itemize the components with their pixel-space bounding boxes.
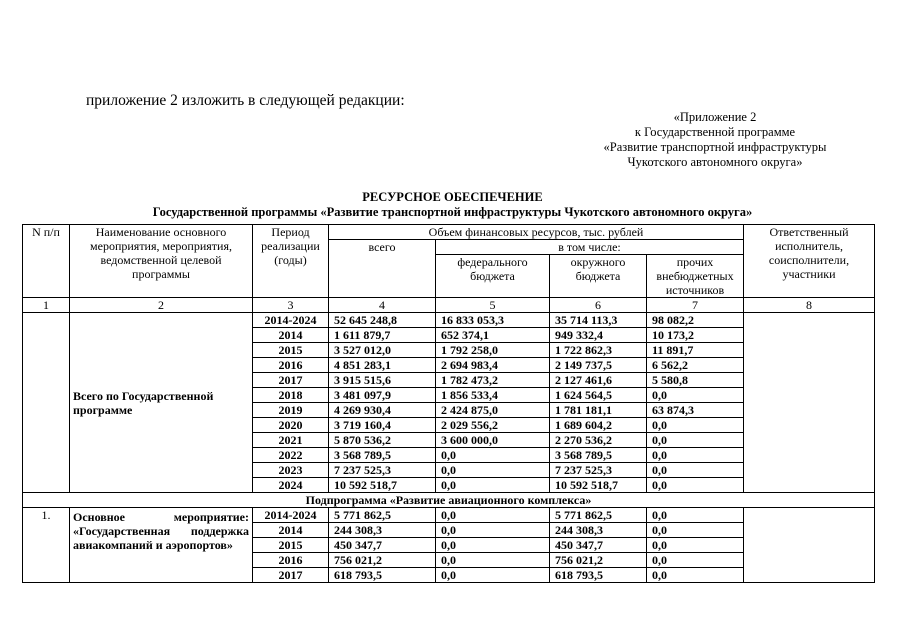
federal-cell: 0,0 [436, 448, 550, 463]
federal-cell: 3 600 000,0 [436, 433, 550, 448]
period-cell: 2019 [253, 403, 329, 418]
total-cell: 3 719 160,4 [329, 418, 436, 433]
total-cell: 3 568 789,5 [329, 448, 436, 463]
district-cell: 949 332,4 [550, 328, 647, 343]
district-cell: 2 270 536,2 [550, 433, 647, 448]
col-number: 7 [647, 298, 744, 313]
district-cell: 450 347,7 [550, 538, 647, 553]
total-cell: 4 269 930,4 [329, 403, 436, 418]
table-row [23, 508, 875, 523]
total-cell: 618 793,5 [329, 568, 436, 583]
period-cell: 2014 [253, 523, 329, 538]
col-number: 2 [70, 298, 253, 313]
federal-cell: 1 856 533,4 [436, 388, 550, 403]
header-district: окружного бюджета [550, 255, 647, 298]
period-cell: 2022 [253, 448, 329, 463]
federal-cell: 16 833 053,3 [436, 313, 550, 328]
period-cell: 2016 [253, 358, 329, 373]
total-cell: 52 645 248,8 [329, 313, 436, 328]
header-including: в том числе: [436, 240, 744, 255]
header-responsible: Ответственный исполнитель, соисполнители, участники [744, 225, 875, 298]
measure-label: Основное мероприятие: «Государственная поддержка авиакомпаний и аэропортов» [70, 508, 253, 583]
other-cell: 0,0 [647, 538, 744, 553]
total-cell: 756 021,2 [329, 553, 436, 568]
other-cell: 0,0 [647, 523, 744, 538]
period-cell: 2014-2024 [253, 313, 329, 328]
district-cell: 1 624 564,5 [550, 388, 647, 403]
district-cell: 1 722 862,3 [550, 343, 647, 358]
district-cell: 35 714 113,3 [550, 313, 647, 328]
appendix-line: к Государственной программе [634, 125, 796, 139]
district-cell: 10 592 518,7 [550, 478, 647, 493]
header-federal: федерального бюджета [436, 255, 550, 298]
period-cell: 2020 [253, 418, 329, 433]
total-cell: 10 592 518,7 [329, 478, 436, 493]
total-cell: 450 347,7 [329, 538, 436, 553]
other-cell: 63 874,3 [647, 403, 744, 418]
other-cell: 0,0 [647, 478, 744, 493]
federal-cell: 2 029 556,2 [436, 418, 550, 433]
federal-cell: 0,0 [436, 568, 550, 583]
total-cell: 5 771 862,5 [329, 508, 436, 523]
row-number-cell: 1. [23, 508, 70, 583]
period-cell: 2024 [253, 478, 329, 493]
header-name: Наименование основного мероприятия, мероприятия, ведомственной целевой программы [70, 225, 253, 298]
total-cell: 1 611 879,7 [329, 328, 436, 343]
header-n: N п/п [23, 225, 70, 298]
federal-cell: 0,0 [436, 463, 550, 478]
intro-text: приложение 2 изложить в следующей редакции: [86, 92, 405, 109]
other-cell: 98 082,2 [647, 313, 744, 328]
other-cell: 10 173,2 [647, 328, 744, 343]
district-cell: 618 793,5 [550, 568, 647, 583]
district-cell: 1 689 604,2 [550, 418, 647, 433]
col-number: 3 [253, 298, 329, 313]
other-cell: 0,0 [647, 448, 744, 463]
appendix-line: Чукотского автономного округа» [627, 155, 803, 169]
period-cell: 2018 [253, 388, 329, 403]
total-cell: 3 915 515,6 [329, 373, 436, 388]
appendix-line: «Развитие транспортной инфраструктуры [603, 140, 827, 154]
col-number: 5 [436, 298, 550, 313]
other-cell: 0,0 [647, 388, 744, 403]
period-cell: 2016 [253, 553, 329, 568]
col-number: 4 [329, 298, 436, 313]
document-title: РЕСУРСНОЕ ОБЕСПЕЧЕНИЕ [362, 190, 543, 204]
total-cell: 3 481 097,9 [329, 388, 436, 403]
other-cell: 6 562,2 [647, 358, 744, 373]
total-cell: 3 527 012,0 [329, 343, 436, 358]
other-cell: 0,0 [647, 508, 744, 523]
federal-cell: 0,0 [436, 523, 550, 538]
total-cell: 5 870 536,2 [329, 433, 436, 448]
federal-cell: 2 694 983,4 [436, 358, 550, 373]
other-cell: 0,0 [647, 418, 744, 433]
period-cell: 2014 [253, 328, 329, 343]
col-number: 1 [23, 298, 70, 313]
resource-table [22, 224, 875, 583]
period-cell: 2023 [253, 463, 329, 478]
period-cell: 2014-2024 [253, 508, 329, 523]
district-cell: 756 021,2 [550, 553, 647, 568]
column-number-row [23, 298, 875, 313]
document-subtitle: Государственной программы «Развитие транспортной инфраструктуры Чукотского автономного округа» [152, 205, 753, 219]
period-cell: 2015 [253, 538, 329, 553]
col-number: 6 [550, 298, 647, 313]
federal-cell: 0,0 [436, 478, 550, 493]
period-cell: 2021 [253, 433, 329, 448]
period-cell: 2015 [253, 343, 329, 358]
responsible-cell [744, 313, 875, 493]
federal-cell: 0,0 [436, 553, 550, 568]
other-cell: 0,0 [647, 568, 744, 583]
period-cell: 2017 [253, 373, 329, 388]
district-cell: 5 771 862,5 [550, 508, 647, 523]
subprogram-title: Подпрограмма «Развитие авиационного комплекса» [23, 493, 875, 508]
total-cell: 7 237 525,3 [329, 463, 436, 478]
appendix-line: «Приложение 2 [673, 110, 757, 124]
district-cell: 3 568 789,5 [550, 448, 647, 463]
period-cell: 2017 [253, 568, 329, 583]
district-cell: 244 308,3 [550, 523, 647, 538]
other-cell: 0,0 [647, 553, 744, 568]
other-cell: 5 580,8 [647, 373, 744, 388]
total-cell: 4 851 283,1 [329, 358, 436, 373]
header-other: прочих внебюджетных источников [647, 255, 744, 298]
header-volume: Объем финансовых ресурсов, тыс. рублей [329, 225, 744, 240]
federal-cell: 0,0 [436, 538, 550, 553]
total-cell: 244 308,3 [329, 523, 436, 538]
row-number-cell [23, 313, 70, 493]
table-row [23, 313, 875, 328]
header-total: всего [329, 240, 436, 298]
other-cell: 11 891,7 [647, 343, 744, 358]
federal-cell: 0,0 [436, 508, 550, 523]
header-period: Период реализации (годы) [253, 225, 329, 298]
district-cell: 7 237 525,3 [550, 463, 647, 478]
district-cell: 2 127 461,6 [550, 373, 647, 388]
federal-cell: 1 792 258,0 [436, 343, 550, 358]
other-cell: 0,0 [647, 463, 744, 478]
district-cell: 1 781 181,1 [550, 403, 647, 418]
responsible-cell [744, 508, 875, 583]
district-cell: 2 149 737,5 [550, 358, 647, 373]
program-total-label: Всего по Государственной программе [70, 313, 253, 493]
other-cell: 0,0 [647, 433, 744, 448]
federal-cell: 652 374,1 [436, 328, 550, 343]
federal-cell: 1 782 473,2 [436, 373, 550, 388]
federal-cell: 2 424 875,0 [436, 403, 550, 418]
appendix-header [560, 110, 870, 170]
col-number: 8 [744, 298, 875, 313]
